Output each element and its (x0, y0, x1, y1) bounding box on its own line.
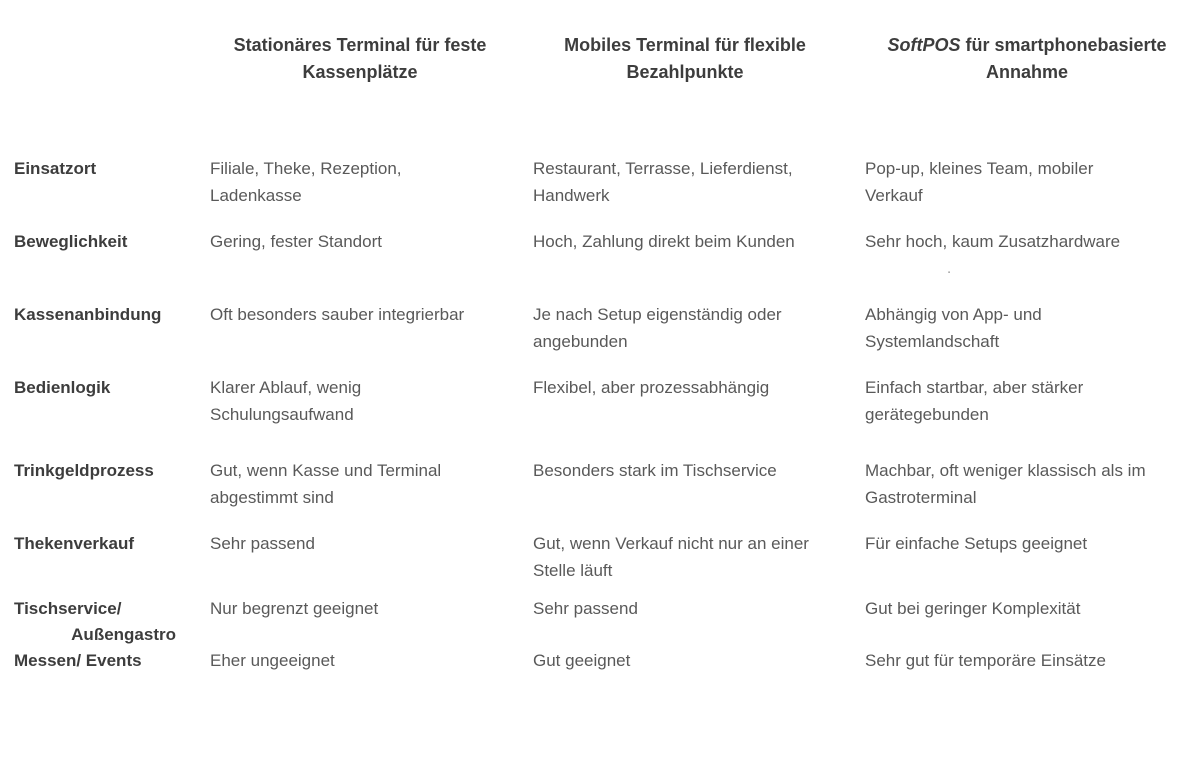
row-label-trinkgeldprozess (0, 458, 200, 484)
table-row-thekenverkauf (0, 531, 1204, 584)
table-cell: Machbar, oft weniger klassisch als im Gastroterminal (865, 461, 1146, 507)
table-cell (850, 229, 1150, 282)
table-cell: Gut bei geringer Komplexität (865, 599, 1081, 618)
table-cell: Restaurant, Terrasse, Lieferdienst, Handwerk (533, 159, 793, 205)
stray-period: . (947, 259, 952, 277)
table-cell: Gut geeignet (533, 651, 631, 670)
header-col-softpos (850, 32, 1204, 86)
table-cell: Sehr gut für temporäre Einsätze (865, 651, 1106, 670)
table-cell: Sehr passend (210, 534, 315, 553)
header-col-stationary (200, 32, 520, 86)
header-col-mobile (520, 32, 850, 86)
table-cell: Oft besonders sauber integrierbar (210, 305, 465, 324)
table-cell: Abhängig von App- und Systemlandschaft (865, 305, 1042, 351)
row-label-text: Beweglichkeit (14, 232, 128, 251)
row-label-einsatzort (0, 156, 200, 182)
row-label-text: Trinkgeldprozess (14, 461, 154, 480)
table-row-einsatzort (0, 156, 1204, 209)
table-cell: Je nach Setup eigenständig oder angebunden (533, 305, 782, 351)
row-label-bedienlogik (0, 375, 200, 401)
table-cell: Gut, wenn Verkauf nicht nur an einer Stelle läuft (533, 534, 809, 580)
table-cell: Einfach startbar, aber stärker gerätegebunden (865, 378, 1084, 424)
table-cell: Flexibel, aber prozessabhängig (533, 378, 770, 397)
table-cell: Gut, wenn Kasse und Terminal abgestimmt sind (210, 461, 442, 507)
table-row-bedienlogik (0, 375, 1204, 428)
column-header-mobile-terminal: Mobiles Terminal für flexible Bezahlpunkte (564, 35, 806, 82)
table-row-beweglichkeit (0, 229, 1204, 282)
table-cell: Klarer Ablauf, wenig Schulungsaufwand (210, 378, 362, 424)
row-label-text: Messen/ Events (14, 651, 142, 670)
row-label-thekenverkauf (0, 531, 200, 557)
row-label-text-line2: Außengastro (71, 625, 176, 644)
row-label-text: Thekenverkauf (14, 534, 134, 553)
table-cell: Nur begrenzt geeignet (210, 599, 379, 618)
table-cell: Für einfache Setups geeignet (865, 534, 1088, 553)
row-label-kassenanbindung (0, 302, 200, 328)
table-cell: Hoch, Zahlung direkt beim Kunden (533, 232, 795, 251)
table-cell: Gering, fester Standort (210, 232, 382, 251)
softpos-brand-name: SoftPOS (887, 35, 961, 55)
table-cell: Pop-up, kleines Team, mobiler Verkauf (865, 159, 1094, 205)
table-header-row (0, 32, 1204, 86)
column-header-softpos (886, 32, 1168, 86)
table-row-trinkgeldprozess (0, 458, 1204, 511)
table-row-messen-events (0, 648, 1204, 675)
row-label-messen-events (0, 648, 200, 674)
column-header-stationary-terminal: Stationäres Terminal für feste Kassenplätze (233, 35, 487, 82)
table-cell: Sehr passend (533, 599, 638, 618)
table-row-kassenanbindung (0, 302, 1204, 355)
row-label-text: Kassenanbindung (14, 305, 162, 324)
row-label-text: Tischservice/ (14, 599, 122, 618)
softpos-header-rest: für smartphonebasierte Annahme (960, 35, 1167, 82)
row-label-text: Einsatzort (14, 159, 97, 178)
table-row-tischservice-aussengastro (0, 596, 1204, 648)
cell-text: Sehr hoch, kaum Zusatzhardware (865, 232, 1121, 251)
row-label-beweglichkeit (0, 229, 200, 255)
row-label-tischservice-aussengastro (0, 596, 200, 648)
row-label-text: Bedienlogik (14, 378, 111, 397)
table-cell: Eher ungeeignet (210, 651, 335, 670)
table-cell: Filiale, Theke, Rezeption, Ladenkasse (210, 159, 402, 205)
table-cell: Besonders stark im Tischservice (533, 461, 777, 480)
